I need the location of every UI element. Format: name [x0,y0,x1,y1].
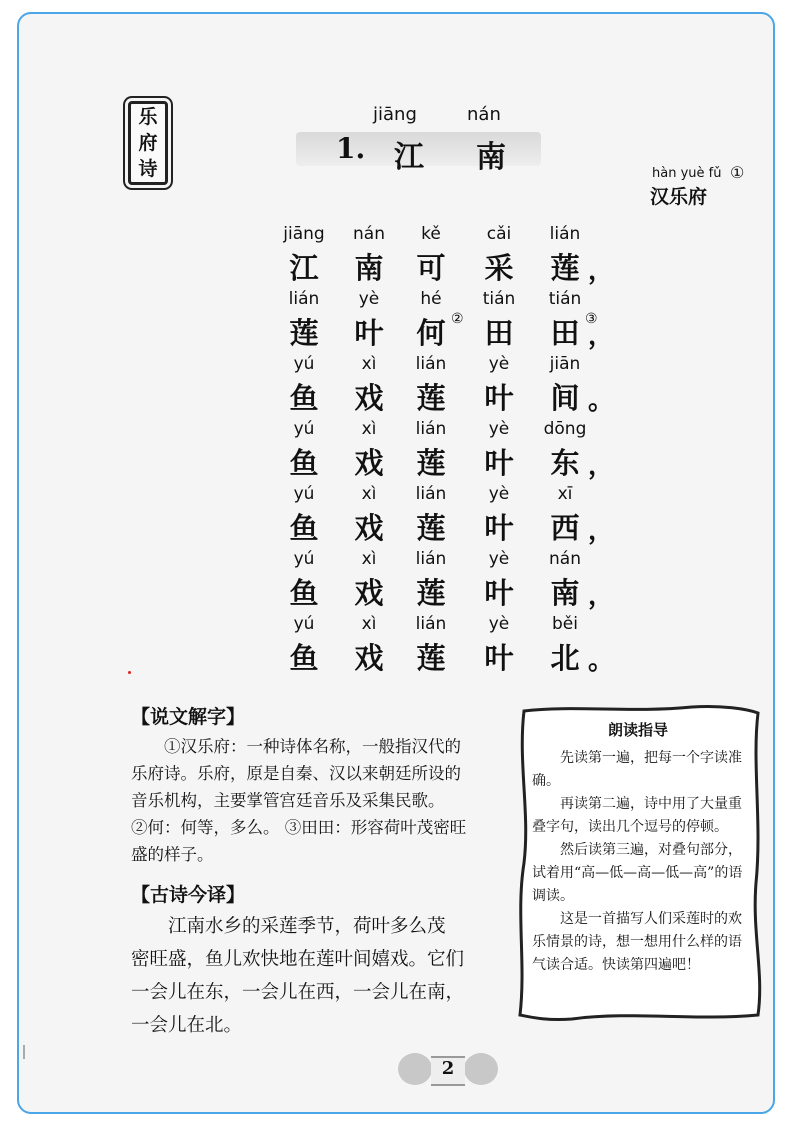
pinyin-syllable: nán [353,224,385,244]
poem-char: 田 [484,316,514,350]
shuowen-line: 盛的样子。 [131,845,214,864]
poem-punctuation: ， [588,256,615,286]
red-dot [128,671,131,674]
poem-char: 戏 [354,641,384,675]
poem-char: 莲 [416,446,446,480]
pinyin-syllable: cǎi [486,224,512,244]
shuowen-line: ②何：何等，多么。 ③田田：形容荷叶茂密旺 [131,818,467,837]
pinyin-syllable: xī [557,484,573,504]
poem-char: 叶 [354,316,384,350]
shuowen-line: ①汉乐府：一种诗体名称，一般指汉代的 [164,737,461,756]
guide-paragraph: 先读第一遍，把每一个字读准确。 [532,750,742,789]
author-name: 汉乐府 [650,186,708,208]
pinyin-syllable: yè [488,354,510,374]
poem-char: 采 [484,251,514,285]
poem-punctuation: ， [588,516,615,546]
pinyin-syllable: yú [293,354,315,374]
poem-char: 间 [550,381,580,415]
footnote-mark: ③ [585,311,598,327]
poem-title [296,132,541,175]
poem-char: 莲 [416,641,446,675]
poem-char: 戏 [354,446,384,480]
seal-char: 诗 [138,158,158,180]
translation-line: 密旺盛，鱼儿欢快地在莲叶间嬉戏。它们 [131,949,465,970]
poem-char: 鱼 [289,446,319,480]
poem-char: 叶 [484,381,514,415]
poem-char: 莲 [416,381,446,415]
poem-char: 鱼 [289,641,319,675]
translation-line: 江南水乡的采莲季节，荷叶多么茂 [168,916,446,937]
seal-char: 乐 [138,106,158,128]
translation-text [131,910,464,1042]
pinyin-syllable: xì [361,354,377,374]
pinyin-syllable: lián [415,354,447,374]
poem-char: 叶 [484,511,514,545]
poem-char: 可 [416,251,446,285]
title-char: 江 [394,140,426,175]
pinyin-syllable: lián [549,224,581,244]
pinyin-syllable: tián [482,289,516,309]
poem-char: 何 [416,316,446,350]
poem-char: 叶 [484,446,514,480]
poem-char: 西 [550,511,580,545]
poem-punctuation: ， [588,581,615,611]
footnote-mark: ② [451,311,464,327]
pinyin-syllable: lián [415,614,447,634]
translation-line: 一会儿在北。 [131,1015,243,1036]
guide-text [532,747,747,977]
poem-char: 莲 [416,576,446,610]
shuowen-text [131,733,466,868]
poem-punctuation: ， [588,321,615,351]
poem-char: 鱼 [289,511,319,545]
author-note-mark: ① [730,163,745,182]
pinyin-syllable: lián [415,549,447,569]
pinyin-syllable: yú [293,614,315,634]
guide-paragraph: 再读第二遍，诗中用了大量重叠字句，读出几个逗号的停顿。 [532,796,742,835]
pinyin-syllable: hé [420,289,442,309]
poem-char: 莲 [550,251,580,285]
poem-punctuation: 。 [588,646,615,676]
poem-char: 戏 [354,511,384,545]
translation-heading: 【古诗今译】 [131,884,246,906]
pinyin-syllable: yú [293,549,315,569]
page-number: 2 [431,1056,465,1086]
poem-char: 鱼 [289,381,319,415]
poem-char: 北 [550,641,580,675]
title-char: 南 [476,140,508,175]
pinyin-syllable: xì [361,484,377,504]
poem-char: 戏 [354,576,384,610]
page-ornament [464,1053,498,1085]
yuefu-seal [128,101,168,185]
pinyin-syllable: xì [361,614,377,634]
poem-char: 戏 [354,381,384,415]
translation-line: 一会儿在东，一会儿在西，一会儿在南， [131,982,465,1003]
poem-char: 田 [550,316,580,350]
poem-char: 南 [550,576,580,610]
pinyin-syllable: dōng [543,419,587,439]
pinyin-syllable: jiāng [283,224,325,244]
pinyin-syllable: tián [548,289,582,309]
pinyin-syllable: xì [361,419,377,439]
pinyin-syllable: lián [415,419,447,439]
margin-mark [23,1045,25,1059]
seal-char: 府 [138,132,158,154]
poem-char: 南 [354,251,384,285]
pinyin-syllable: yú [293,419,315,439]
pinyin-syllable: nán [549,549,581,569]
pinyin-syllable: xì [361,549,377,569]
guide-title: 朗读指导 [607,721,668,739]
guide-paragraph: 这是一首描写人们采莲时的欢乐情景的诗，想一想用什么样的语气读合适。快读第四遍吧！ [532,911,742,973]
page-number-badge [398,1052,498,1086]
pinyin-syllable: lián [415,484,447,504]
pinyin-syllable: yè [488,419,510,439]
title-pinyin: nán [467,104,501,125]
shuowen-line: 乐府诗。乐府，原是自秦、汉以来朝廷所设的 [131,764,461,783]
title-pinyin: jiāng [373,104,417,125]
poem-punctuation: ， [588,451,615,481]
poem-punctuation: 。 [588,386,615,416]
author-pinyin: hàn yuè fǔ [652,166,722,181]
pinyin-syllable: yè [488,484,510,504]
pinyin-syllable: yú [293,484,315,504]
pinyin-syllable: běi [552,614,578,634]
title-number: 1. [336,132,366,165]
pinyin-syllable: yè [358,289,380,309]
shuowen-heading: 【说文解字】 [131,706,246,728]
poem-char: 东 [550,446,580,480]
poem-char: 莲 [289,316,319,350]
pinyin-syllable: yè [488,614,510,634]
page-ornament [398,1053,432,1085]
poem-char: 叶 [484,576,514,610]
poem-char: 叶 [484,641,514,675]
guide-paragraph: 然后读第三遍，对叠句部分，试着用“高—低—高—低—高”的语调读。 [532,842,743,904]
pinyin-syllable: jiān [549,354,581,374]
reading-guide-box [512,703,764,1023]
poem-char: 江 [289,251,319,285]
shuowen-line: 音乐机构，主要掌管宫廷音乐及采集民歌。 [131,791,445,810]
pinyin-syllable: lián [288,289,320,309]
pinyin-syllable: yè [488,549,510,569]
poem-char: 鱼 [289,576,319,610]
pinyin-syllable: kě [421,224,441,244]
poem-char: 莲 [416,511,446,545]
